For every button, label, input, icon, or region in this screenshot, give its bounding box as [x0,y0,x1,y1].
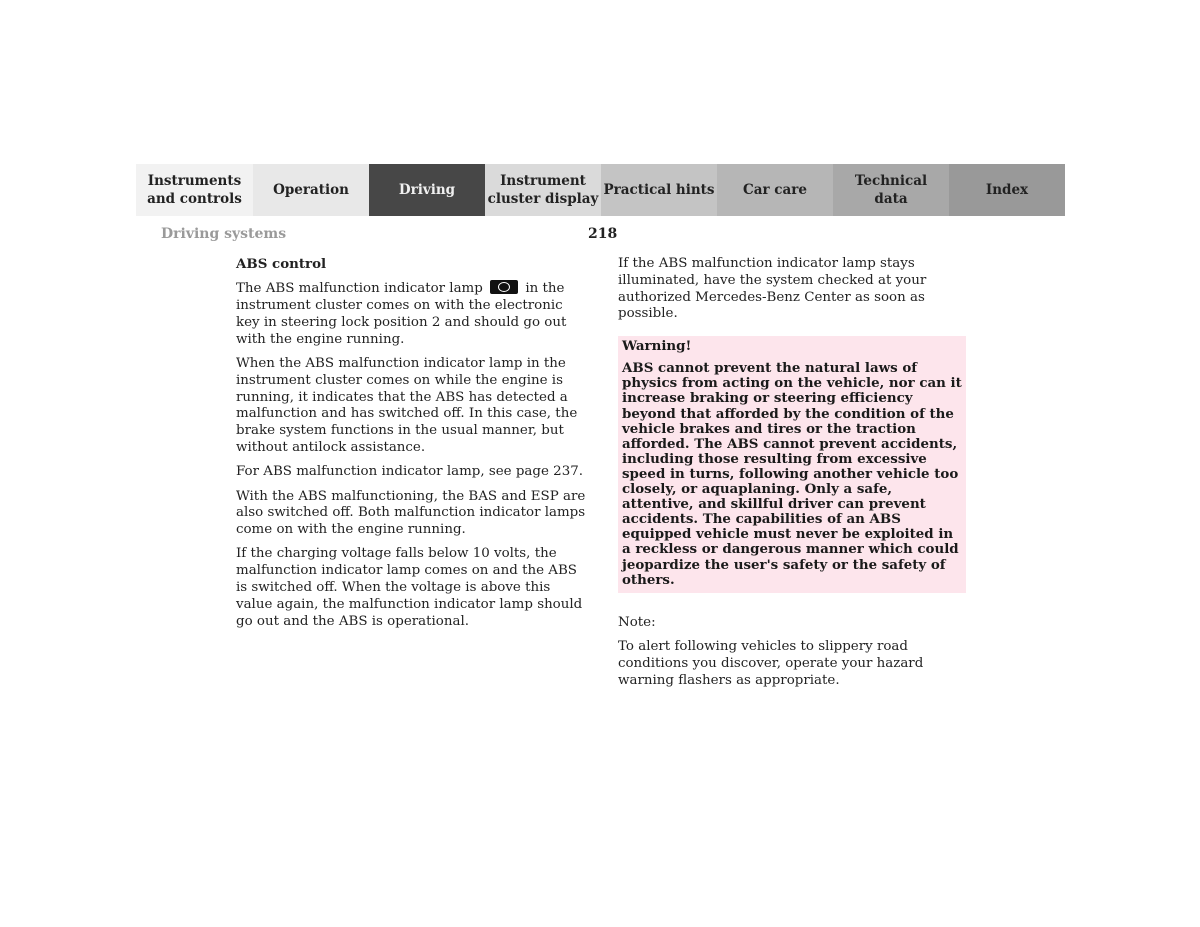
paragraph-see-page: For ABS malfunction indicator lamp, see page 237. [236,464,583,480]
page-number: 218 [588,226,618,242]
section-title: Driving systems [161,226,287,242]
abs-control-heading: ABS control [236,256,327,272]
left-column [236,256,586,638]
tab-technical-data[interactable]: Technical data [833,164,949,216]
paragraph-bas-esp: With the ABS malfunctioning, the BAS and ESP are also switched off. Both malfunction indicator lamps come on with the engine running. [236,488,586,538]
warning-box [618,336,966,593]
abs-malfunction-lamp-icon [490,280,518,294]
paragraph-charging-voltage: If the charging voltage falls below 10 volts, the malfunction indicator lamp comes on and the ABS is switched off. When the voltage is above this value again, the malfunction indicator lamp should go out and the ABS is operational. [236,546,583,629]
tab-instruments-and-controls[interactable]: Instruments and controls [136,164,253,216]
tab-driving[interactable]: Driving [369,164,485,216]
tab-index[interactable]: Index [949,164,1065,216]
tab-practical-hints[interactable]: Practical hints [601,164,717,216]
paragraph-lamp-running: When the ABS malfunction indicator lamp in the instrument cluster comes on while the engine is running, it indicates that the ABS has detected a malfunction and has switched off. In this case, the brake system functions in the usual manner, but without antilock assistance. [236,355,578,455]
paragraph-lamp-intro [236,280,586,348]
paragraph-stays-illuminated: If the ABS malfunction indicator lamp stays illuminated, have the system checked at your authorized Mercedes-Benz Center as soon as possible. [618,256,927,322]
tab-instrument-cluster-display[interactable]: Instrument cluster display [485,164,601,216]
tab-operation[interactable]: Operation [253,164,369,216]
right-column [618,256,968,697]
note-label: Note: [618,614,656,630]
chapter-tabs [136,164,1065,216]
warning-title: Warning! [622,338,692,355]
lamp-intro-text-cont: in the instrument cluster comes on with the electronic key in steering lock position 2 and should go out with the engine running. [236,281,567,347]
lamp-intro-text: The ABS malfunction indicator lamp [236,281,483,297]
tab-car-care[interactable]: Car care [717,164,833,216]
note-text: To alert following vehicles to slippery road conditions you discover, operate your hazard warning flashers as appropriate. [618,638,924,688]
warning-text: ABS cannot prevent the natural laws of physics from acting on the vehicle, nor can it increase braking or steering efficiency beyond that afforded by the condition of the vehicle brakes and tires or the traction afforded. The ABS cannot prevent accidents, including those resulting from excessive speed in turns, following another vehicle too closely, or aquaplaning. Only a safe, attentive, and skillful driver can prevent accidents. The capabilities of an ABS equipped vehicle must never be exploited in a reckless or dangerous manner which could jeopardize the user's safety or the safety of others. [622,360,962,588]
